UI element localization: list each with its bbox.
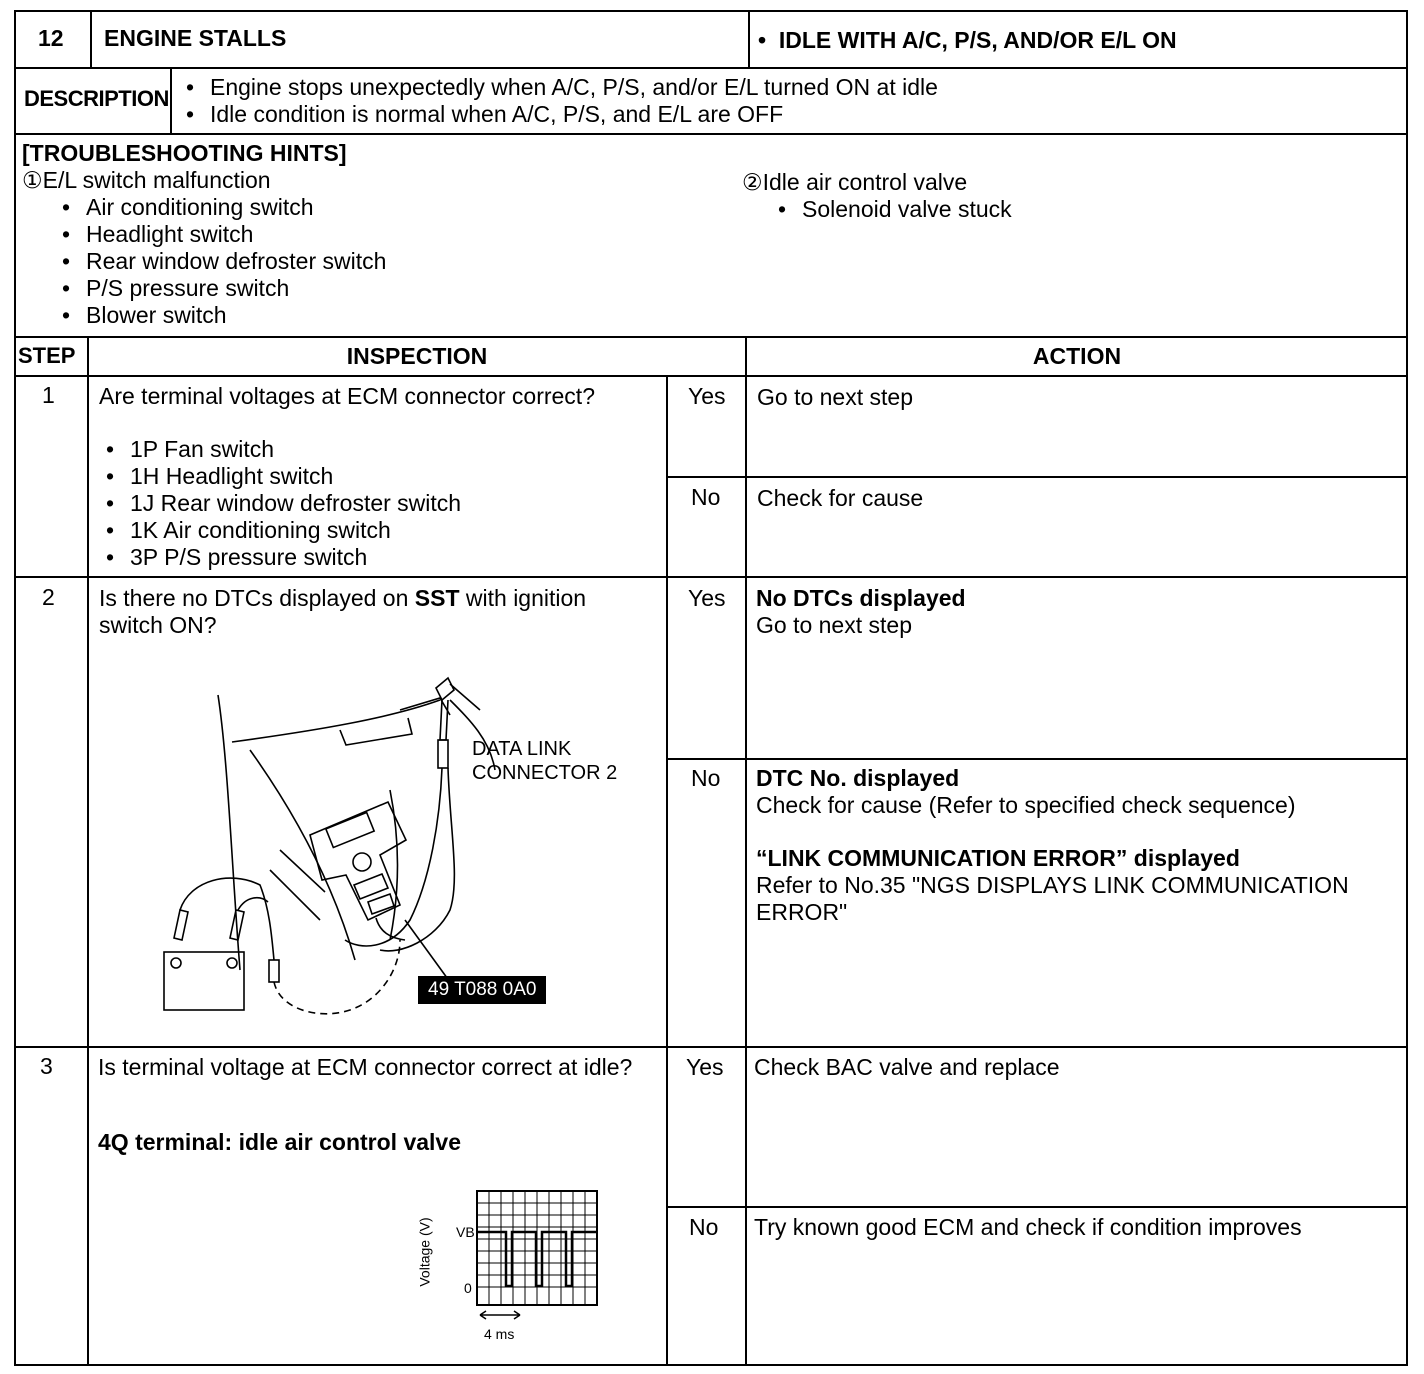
section-number: 12 (38, 25, 64, 51)
hint-group-1-text: E/L switch malfunction (42, 167, 271, 193)
description-item-1: • Engine stops unexpectedly when A/C, P/S, and/or E/L turned ON at idle (210, 74, 938, 101)
step-2-yes-action: Go to next step (756, 612, 912, 638)
hints-title: [TROUBLESHOOTING HINTS] (22, 140, 347, 166)
step-2-no-action-2-line2: ERROR" (756, 899, 848, 925)
step-column-line (87, 336, 89, 1366)
step-2-no: No (691, 765, 721, 791)
hint-item: • Rear window defroster switch (86, 248, 386, 275)
header-divider-1 (90, 10, 92, 68)
step-1-terminal: • 1J Rear window defroster switch (130, 490, 461, 517)
step-3-yes-action: Check BAC valve and replace (754, 1054, 1060, 1080)
step-2-yes-action-title: No DTCs displayed (756, 585, 966, 611)
step-3-number: 3 (40, 1053, 53, 1079)
description-bottom-line (14, 133, 1408, 135)
hint-group-2-text: Idle air control valve (762, 169, 968, 195)
connector-label-line2: CONNECTOR 2 (472, 762, 618, 784)
hint-group-1-title (22, 167, 271, 194)
condition-text: IDLE WITH A/C, P/S, AND/OR E/L ON (778, 27, 1177, 53)
step-3-no-action: Try known good ECM and check if condition improves (754, 1214, 1302, 1240)
description-divider (170, 67, 172, 134)
table-top-line (14, 336, 1408, 338)
section-title: ENGINE STALLS (104, 25, 287, 51)
header-bottom-line (14, 67, 1408, 69)
graph-time-label: 4 ms (484, 1326, 515, 1342)
description-label: DESCRIPTION (24, 86, 169, 111)
step-2-no-action: Check for cause (Refer to specified check sequence) (756, 792, 1296, 818)
voltage-waveform-graph (476, 1190, 600, 1308)
hint-group-2-title (742, 169, 967, 196)
step-2-question-line1 (99, 585, 586, 612)
step-1-terminal: • 1K Air conditioning switch (130, 517, 391, 544)
step-3-terminal-note: 4Q terminal: idle air control valve (98, 1129, 462, 1155)
row-2-yesno-split (666, 758, 1408, 760)
step-1-no: No (691, 484, 721, 510)
question-text: with ignition (465, 585, 587, 611)
step-3-yes: Yes (686, 1054, 724, 1080)
step-1-question: Are terminal voltages at ECM connector correct? (99, 383, 595, 409)
time-scale-arrow (478, 1310, 522, 1320)
step-1-terminal: • 3P P/S pressure switch (130, 544, 367, 571)
step-2-yes: Yes (688, 585, 726, 611)
step-1-yes: Yes (688, 383, 726, 409)
tool-part-number: 49 T088 0A0 (418, 976, 546, 1004)
hint-item: • Solenoid valve stuck (802, 196, 1012, 223)
graph-vb-label: VB (456, 1224, 475, 1240)
row-1-bottom-line (14, 576, 1408, 578)
graph-y-label: Voltage (V) (416, 1217, 433, 1287)
data-link-connector-illustration (150, 670, 650, 1030)
step-3-no: No (689, 1214, 719, 1240)
header-inspection: INSPECTION (346, 343, 488, 369)
graph-zero-label: 0 (464, 1280, 472, 1296)
step-2-question-line2: switch ON? (99, 612, 217, 638)
circled-number-1: ① (22, 167, 43, 193)
step-1-terminal: • 1H Headlight switch (130, 463, 333, 490)
action-column-line (745, 336, 747, 1366)
bullet: • (758, 27, 767, 53)
step-1-yes-action: Go to next step (757, 384, 913, 410)
header-step: STEP (18, 343, 76, 368)
step-3-question: Is terminal voltage at ECM connector correct at idle? (98, 1054, 633, 1080)
step-2-no-action-title-2: “LINK COMMUNICATION ERROR” displayed (756, 845, 1240, 871)
hint-item: • Air conditioning switch (86, 194, 314, 221)
description-item-2: • Idle condition is normal when A/C, P/S, and E/L are OFF (210, 101, 783, 128)
question-text: Is there no DTCs displayed on (99, 585, 409, 611)
row-1-yesno-split (666, 476, 1408, 478)
step-1-no-action: Check for cause (757, 485, 924, 511)
row-2-bottom-line (14, 1046, 1408, 1048)
connector-label-line1: DATA LINK (472, 738, 572, 760)
condition-title (758, 27, 1177, 54)
hint-item: • P/S pressure switch (86, 275, 289, 302)
step-1-terminal: • 1P Fan switch (130, 436, 274, 463)
hint-item: • Blower switch (86, 302, 227, 329)
step-2-no-action-title: DTC No. displayed (756, 765, 960, 791)
header-action: ACTION (1032, 343, 1122, 369)
yesno-column-line (666, 375, 668, 1366)
circled-number-2: ② (742, 169, 763, 195)
hint-item: • Headlight switch (86, 221, 253, 248)
sst-label: SST (414, 585, 460, 611)
step-1-number: 1 (42, 382, 55, 408)
row-3-yesno-split (666, 1206, 1408, 1208)
header-divider-2 (748, 10, 750, 68)
table-header-bottom-line (14, 375, 1408, 377)
step-2-no-action-2-line1: Refer to No.35 "NGS DISPLAYS LINK COMMUNICATION (756, 872, 1349, 898)
step-2-number: 2 (42, 584, 55, 610)
